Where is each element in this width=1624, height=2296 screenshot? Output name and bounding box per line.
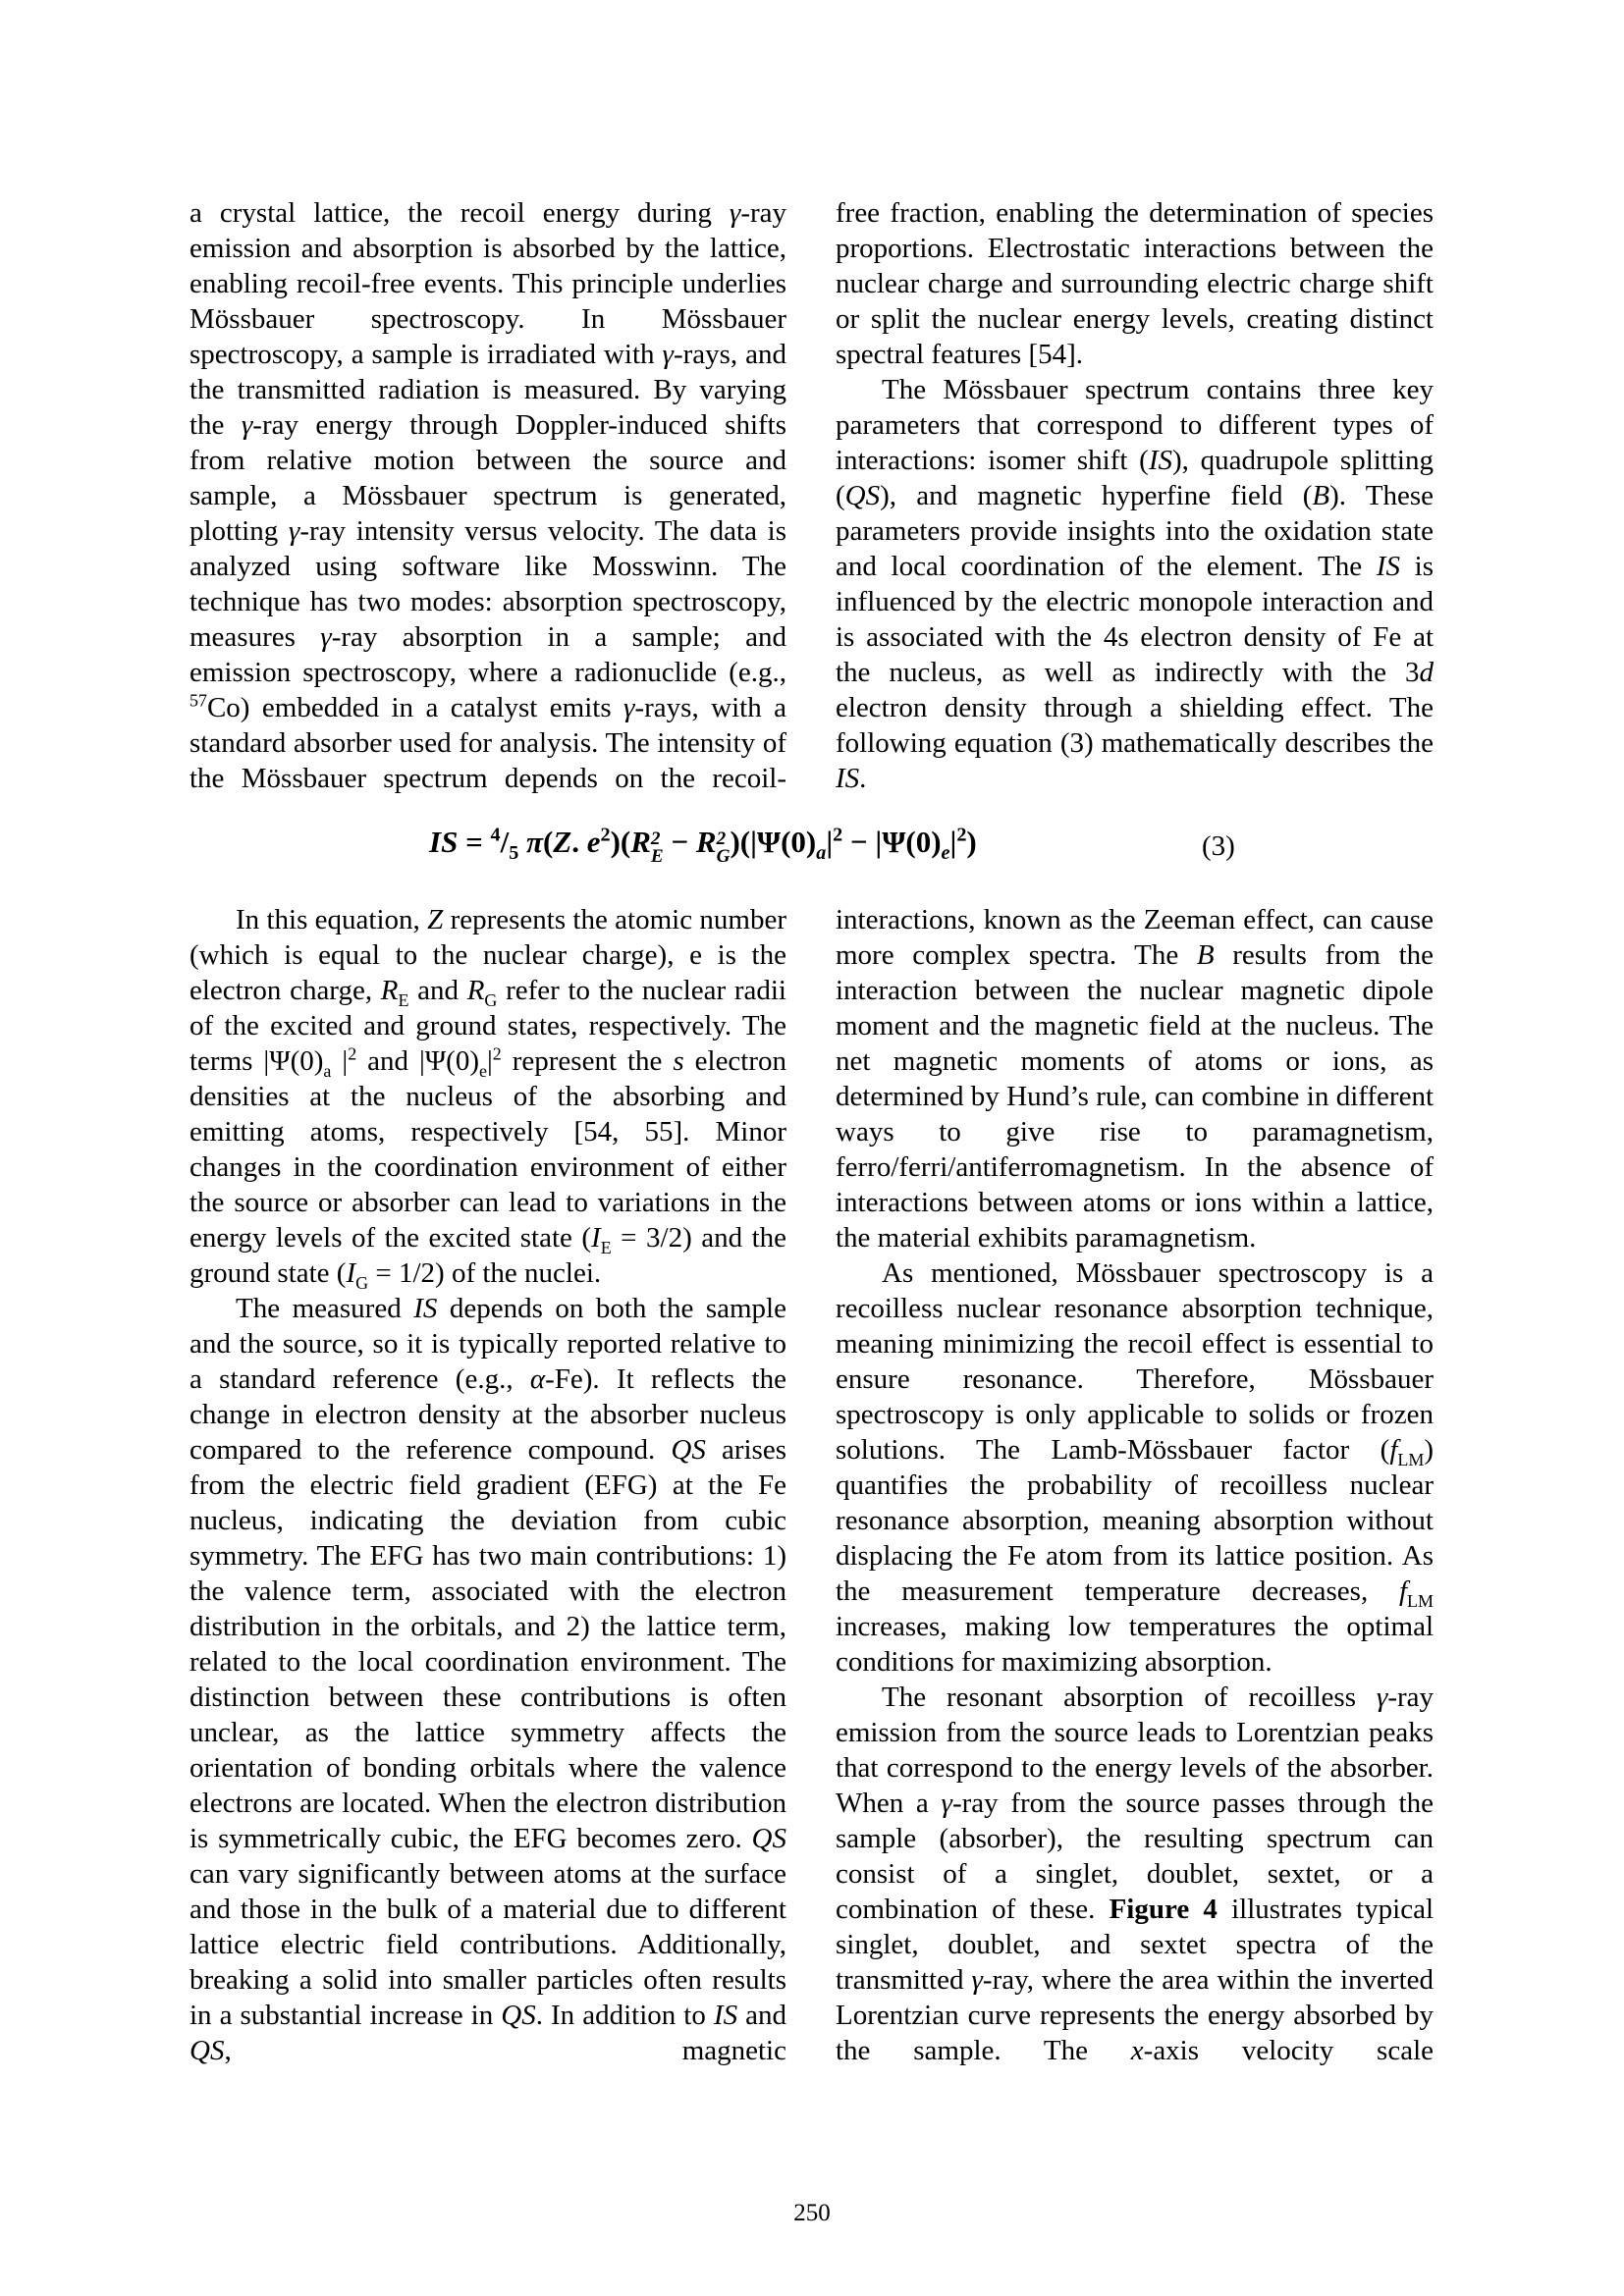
paragraph: a crystal lattice, the recoil energy during γ-ray emission and absorption is absorbed by the lattice, enabling recoil-free events. This principle underlies Mössbauer spectroscopy. In Mössbauer spectroscopy, a sample is irradiated with γ-rays, and the transmitted radiation is measured. By varying the γ-ray energy through Doppler-induced shifts from relative motion between the source and sample, a Mössbauer spectrum is generated, plotting γ-ray intensity versus velocity. The data is analyzed using software like Mosswinn. The technique has two modes: absorption spectroscopy, measures γ-ray absorption in a sample; and emission spectroscopy, where a radionuclide (e.g., $^{57}$Co) embedded in a catalyst emits γ-rays, with a standard absorber used for analysis. The intensity of the Mössbauer spectrum depends on the recoil- [189, 197, 786, 794]
top-section [189, 195, 1434, 796]
paragraph: The Mössbauer spectrum contains three key parameters that correspond to different types of interactions: isomer shift (IS), quadrupole splitting (QS), and magnetic hyperfine field (B). These parameters provide insights into the oxidation state and local coordination of the element. The IS is influenced by the electric monopole interaction and is associated with the 4s electron density of Fe at the nucleus, as well as indirectly with the 3d electron density through a shielding effect. The following equation (3) mathematically describes the IS. [836, 374, 1434, 794]
column-bottom-right [836, 902, 1434, 2068]
paragraph: The measured IS depends on both the sample and the source, so it is typically reported relative to a standard reference (e.g., α-Fe). It reflects the change in electron density at the absorber nucleus compared to the reference compound. QS arises from the electric field gradient (EFG) at the Fe nucleus, indicating the deviation from cubic symmetry. The EFG has two main contributions: 1) the valence term, associated with the electron distribution in the orbitals, and 2) the lattice term, related to the local coordination environment. The distinction between these contributions is often unclear, as the lattice symmetry affects the orientation of bonding orbitals where the valence electrons are located. When the electron distribution is symmetrically cubic, the EFG becomes zero. QS can vary significantly between atoms at the surface and those in the bulk of a material due to different lattice electric field contributions. Additionally, breaking a solid into smaller particles often results in a substantial increase in QS. In addition to IS and QS, magnetic [189, 1293, 787, 2066]
bottom-section [189, 902, 1434, 2068]
paragraph: In this equation, Z represents the atomic number (which is equal to the nuclear charge), e is the electron charge, $R_E$ and $R_G$ refer to the nuclear radii of the excited and ground states, respectively. The terms $|\Psi(0)_a$ $|^2$ and $|\Psi(0)_e|^2$ represent the s electron densities at the nucleus of the absorbing and emitting atoms, respectively [54, 55]. Minor changes in the coordination environment of either the source or absorber can lead to variations in the energy levels of the excited state $(I_E = 3/2)$ and the ground state $(I_G = 1/2)$ of the nuclei. [189, 904, 787, 1293]
column-top-left [189, 195, 786, 796]
paragraph: The resonant absorption of recoilless γ-ray emission from the source leads to Lorentzian peaks that correspond to the energy levels of the absorber. When a γ-ray from the source passes through the sample (absorber), the resulting spectrum can consist of a singlet, doublet, sextet, or a combination of these. Figure 4 illustrates typical singlet, doublet, and sextet spectra of the transmitted γ-ray, where the area within the inverted Lorentzian curve represents the energy absorbed by the sample. The x-axis velocity scale [836, 1682, 1435, 2066]
equation-number: (3) [1202, 830, 1235, 862]
column-bottom-left [189, 902, 786, 2068]
paragraph: As mentioned, Mössbauer spectroscopy is a recoilless nuclear resonance absorption technique, meaning minimizing the recoil effect is essential to ensure resonance. Therefore, Mössbauer spectroscopy is only applicable to solids or frozen solutions. The Lamb-Mössbauer factor $(f_{LM})$ quantifies the probability of recoilless nuclear resonance absorption, meaning absorption without displacing the Fe atom from its lattice position. As the measurement temperature decreases, $f_{LM}$ increases, making low temperatures the optimal conditions for maximizing absorption. [836, 1257, 1434, 1678]
column-top-right [836, 195, 1434, 796]
page-number: 250 [793, 2200, 831, 2226]
equation [0, 823, 1624, 893]
equation-formula: IS = $^4/_5$ π(Z. $e^2)(R$ 2 E − R 2 G )$(|\Psi(0)_a|^2 - |\Psi(0)_e|^2)$ [429, 824, 977, 867]
paragraph: interactions, known as the Zeeman effect, can cause more complex spectra. The B results from the interaction between the nuclear magnetic dipole moment and the magnetic field at the nucleus. The net magnetic moments of atoms or ions, as determined by Hund’s rule, can combine in different ways to give rise to paramagnetism, ferro/ferri/antiferromagnetism. In the absence of interactions between atoms or ions within a lattice, the material exhibits paramagnetism. [836, 904, 1435, 1254]
paragraph: free fraction, enabling the determination of species proportions. Electrostatic interactions between the nuclear charge and surrounding electric charge shift or split the nuclear energy levels, creating distinct spectral features [54]. [836, 197, 1434, 370]
